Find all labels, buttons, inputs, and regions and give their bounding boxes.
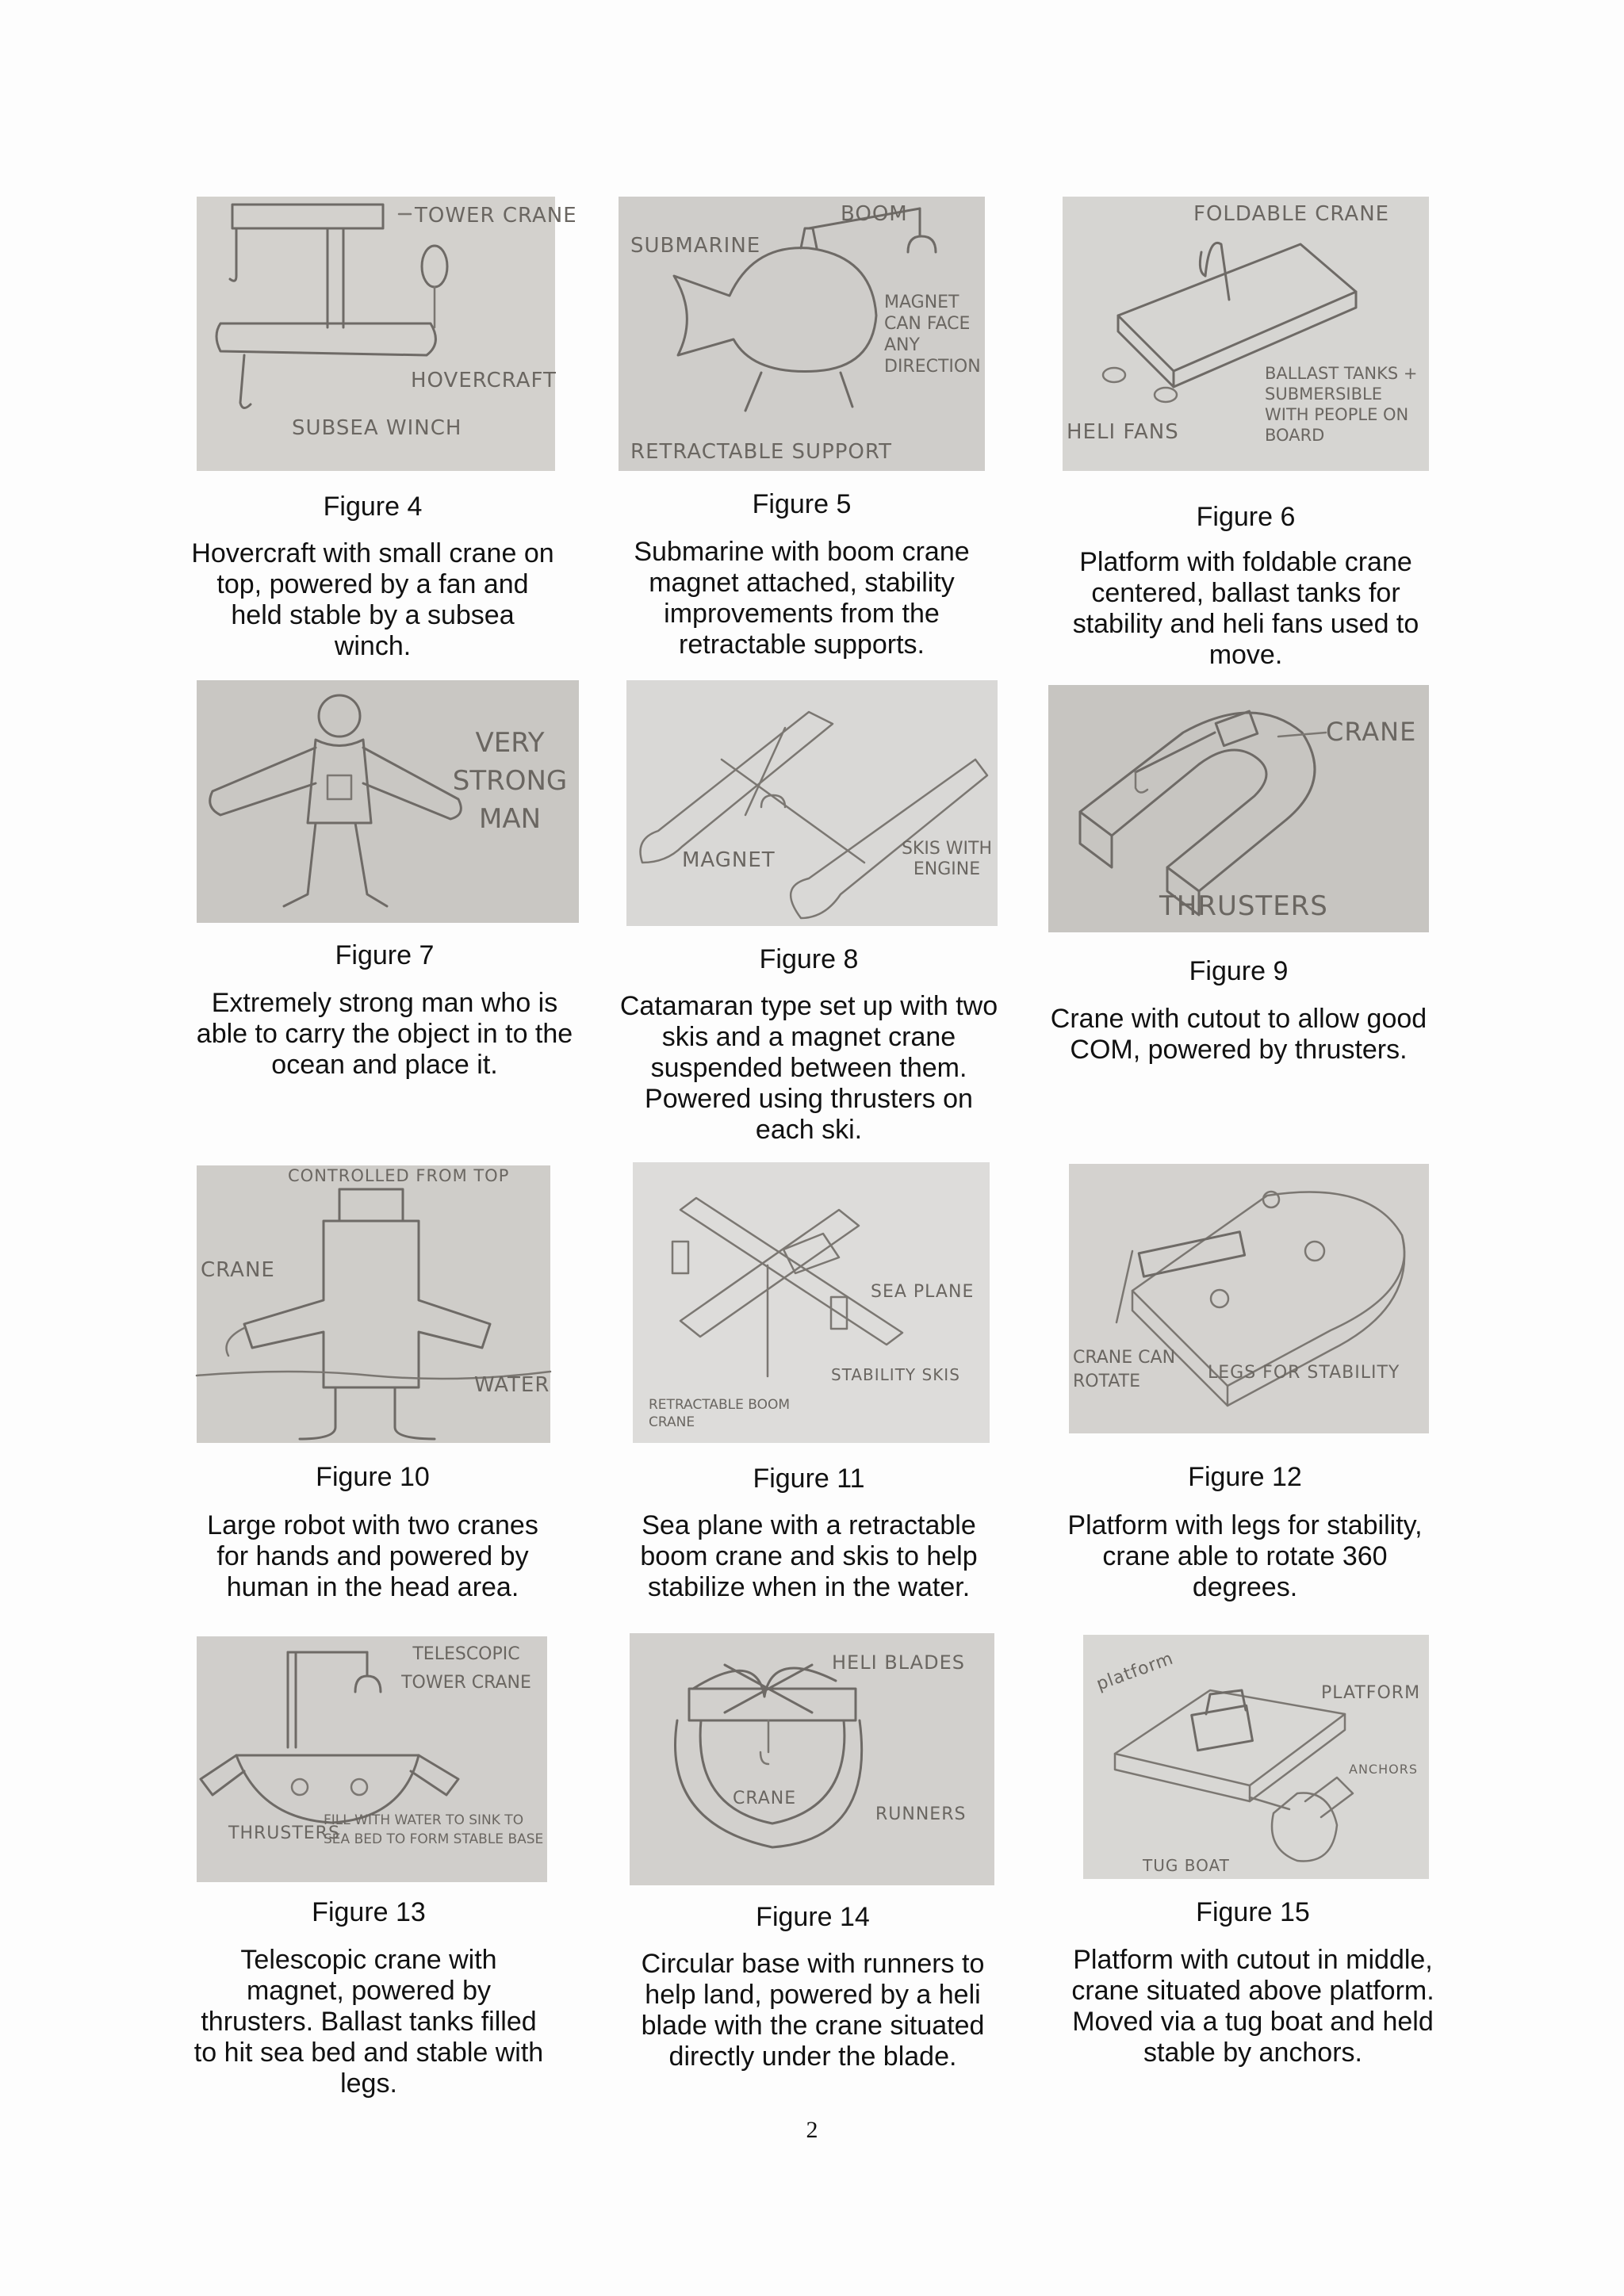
figure-11-sketch	[633, 1162, 990, 1443]
figure-12-sketch	[1069, 1164, 1429, 1433]
sketch-label: ANCHORS	[1349, 1762, 1418, 1777]
figure-caption: Telescopic crane with magnet, powered by thrusters. Ballast tanks filled to hit sea bed and stable with legs.	[193, 1945, 544, 2099]
figure-10-sketch	[197, 1165, 550, 1443]
sketch-label: SUBSEA WINCH	[292, 416, 462, 440]
figure-caption: Circular base with runners to help land, powered by a heli blade with the crane situated directly under the blade.	[641, 1949, 985, 2072]
figure-caption: Hovercraft with small crane on top, powered by a fan and held stable by a subsea winch.	[191, 538, 554, 661]
figure-title: Figure 10	[316, 1462, 430, 1492]
sketch-label: THRUSTERS	[228, 1823, 340, 1843]
sketch-label: HOVERCRAFT	[411, 369, 557, 392]
figure-title: Figure 15	[1196, 1897, 1310, 1927]
hovercraft-crane-drawing	[197, 197, 577, 471]
sketch-label: TUG BOAT	[1143, 1856, 1230, 1875]
sketch-label: BOOM	[841, 202, 908, 226]
robot-crane-drawing	[197, 1165, 550, 1443]
sketch-label: CRANE	[201, 1258, 275, 1282]
sketch-label: BALLAST TANKS + SUBMERSIBLE WITH PEOPLE ON BOARD	[1265, 364, 1418, 445]
figure-title: Figure 6	[1196, 502, 1296, 532]
sketch-label: TELESCOPIC TOWER CRANE	[401, 1644, 531, 1693]
figure-title: Figure 5	[752, 489, 852, 519]
sketch-label: HELI FANS	[1067, 420, 1179, 444]
sketch-label: SEA PLANE	[871, 1282, 975, 1302]
figure-caption: Sea plane with a retractable boom crane and skis to help stabilize when in the water.	[640, 1510, 978, 1602]
figure-13-sketch	[197, 1636, 547, 1882]
sketch-label: FILL WITH WATER TO SINK TO SEA BED TO FORM STABLE BASE	[324, 1812, 544, 1847]
figure-caption: Platform with foldable crane centered, ballast tanks for stability and heli fans used to move.	[1072, 547, 1419, 670]
figure-8-sketch	[626, 680, 998, 926]
sketch-label: LEGS FOR STABILITY	[1208, 1363, 1400, 1383]
sketch-label: FOLDABLE CRANE	[1193, 202, 1390, 226]
sketch-label: RUNNERS	[875, 1804, 967, 1824]
figure-title: Figure 9	[1189, 956, 1289, 986]
sketch-label: CRANE	[1326, 717, 1417, 747]
sketch-label: VERY STRONG MAN	[452, 727, 568, 835]
figure-title: Figure 8	[759, 944, 859, 974]
figure-14-sketch	[630, 1633, 994, 1885]
figure-title: Figure 11	[753, 1464, 865, 1494]
figure-caption: Platform with cutout in middle, crane situated above platform. Moved via a tug boat and held stable by anchors.	[1071, 1945, 1434, 2068]
sketch-label: CRANE	[733, 1789, 797, 1808]
sketch-label: CRANE CAN ROTATE	[1073, 1348, 1176, 1391]
sketch-label: SKIS WITH ENGINE	[901, 839, 993, 879]
crane-cutout-drawing	[1048, 685, 1429, 932]
sketch-label: MAGNET	[682, 848, 776, 872]
figure-caption: Platform with legs for stability, crane able to rotate 360 degrees.	[1067, 1510, 1423, 1602]
figure-title: Figure 4	[323, 492, 423, 522]
figure-caption: Large robot with two cranes for hands and powered by human in the head area.	[207, 1510, 538, 1602]
figure-title: Figure 13	[312, 1897, 426, 1927]
figure-title: Figure 12	[1188, 1462, 1302, 1492]
sketch-label: RETRACTABLE SUPPORT	[630, 440, 892, 464]
platform-foldable-crane-drawing	[1063, 197, 1429, 471]
sketch-label: platform	[1094, 1648, 1177, 1695]
figure-title: Figure 14	[756, 1902, 870, 1932]
figure-4-sketch	[197, 197, 577, 471]
platform-legs-drawing	[1069, 1164, 1429, 1433]
sketch-label: HELI BLADES	[832, 1651, 965, 1674]
figure-5-sketch	[619, 197, 985, 471]
figure-caption: Crane with cutout to allow good COM, powered by thrusters.	[1050, 1004, 1427, 1065]
sketch-label: TOWER CRANE	[415, 204, 577, 228]
strong-man-drawing	[197, 680, 579, 923]
sketch-label: STABILITY SKIS	[831, 1365, 960, 1384]
figure-caption: Submarine with boom crane magnet attached, stability improvements from the retractable supports.	[634, 537, 970, 660]
figure-title: Figure 7	[335, 940, 435, 970]
sketch-label: WATER	[474, 1373, 550, 1397]
platform-tug-boat-drawing	[1083, 1635, 1429, 1879]
telescopic-crane-drawing	[197, 1636, 547, 1882]
figure-9-sketch	[1048, 685, 1429, 932]
sketch-label: CONTROLLED FROM TOP	[288, 1166, 510, 1185]
figure-caption: Extremely strong man who is able to carry the object in to the ocean and place it.	[196, 988, 573, 1080]
figure-15-sketch	[1083, 1635, 1429, 1879]
sketch-label: SUBMARINE	[630, 234, 761, 258]
sea-plane-drawing	[633, 1162, 990, 1443]
figure-6-sketch	[1063, 197, 1429, 471]
page-number: 2	[806, 2117, 818, 2143]
figure-caption: Catamaran type set up with two skis and a magnet crane suspended between them. Powered using thrusters on each ski.	[619, 991, 998, 1145]
circular-base-heli-drawing	[630, 1633, 994, 1885]
catamaran-skis-drawing	[626, 680, 998, 926]
sketch-label: RETRACTABLE BOOM CRANE	[649, 1397, 791, 1430]
submarine-crane-drawing	[619, 197, 985, 471]
figure-7-sketch	[197, 680, 579, 923]
sketch-label: MAGNET CAN FACE ANY DIRECTION	[884, 293, 981, 377]
sketch-label: PLATFORM	[1321, 1683, 1421, 1703]
sketch-label: THRUSTERS	[1159, 890, 1328, 922]
